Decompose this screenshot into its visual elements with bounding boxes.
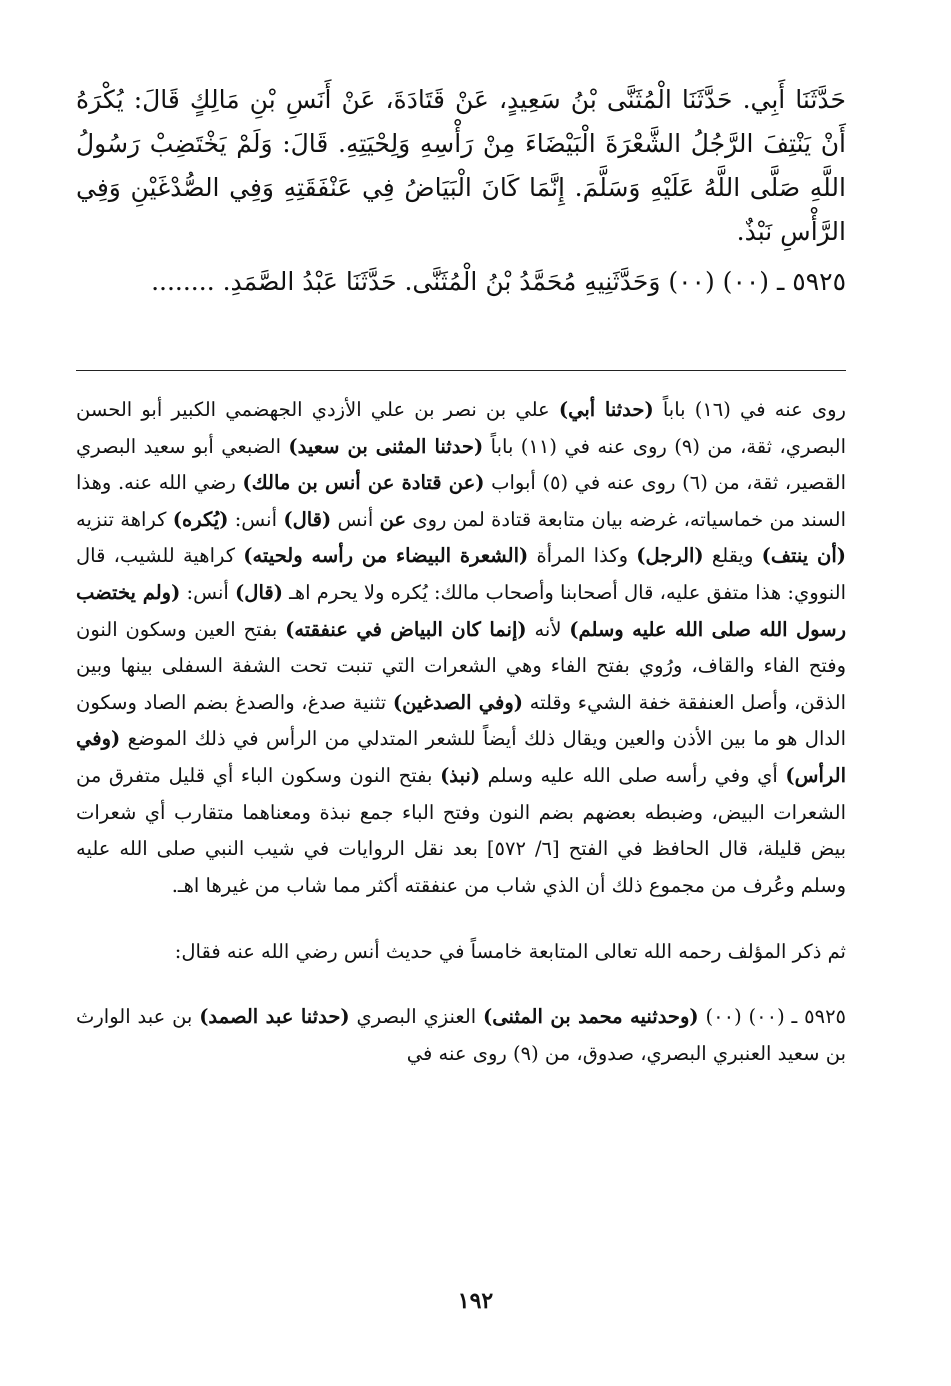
note-text: أنس: — [228, 507, 284, 531]
quoted-phrase: (حدثنا عبد الصمد) — [199, 1004, 350, 1028]
note-text: وكذا المرأة — [528, 544, 637, 568]
note-text: أي وفي رأسه صلى الله عليه وسلم — [480, 763, 786, 787]
note-text: كراهة تنزيه — [76, 507, 173, 531]
note-text: روى عنه في (١٦) باباً — [653, 398, 846, 421]
note-text: بفتح العين وسكون النون وفتح الفاء والقاف، ورُوي بفتح الفاء وهي الشعرات التي تنبت تحت الشفة السفلى بينها وبين الذقن، وأصل العنفقة خفة الشيء وقلته — [76, 617, 846, 714]
commentary-paragraph — [76, 392, 846, 904]
quoted-phrase: (أن ينتف) — [761, 544, 846, 568]
note-text: تثنية صدغ، والصدغ بضم الصاد وسكون الدال هو ما بين الأذن والعين ويقال ذلك أيضاً للشعر المتدلي من الرأس في ذلك الموضع — [76, 690, 846, 751]
quoted-phrase: (وفي الصدغين) — [392, 690, 523, 714]
note-text: ٥٩٢٥ ـ (٠٠) (٠٠) — [698, 1004, 847, 1028]
note-text: أنس — [331, 507, 380, 531]
transition-paragraph: ثم ذكر المؤلف رحمه الله تعالى المتابعة خامساً في حديث أنس رضي الله عنه فقال: — [174, 940, 846, 964]
note-text: أنس: — [180, 580, 236, 604]
note-text: كراهية للشيب، قال النووي: هذا متفق عليه، قال أصحابنا وأصحاب مالك: يُكره ولا يحرم اهـ — [76, 544, 846, 604]
quoted-phrase: (وفي الرأس) — [76, 727, 846, 787]
footnote-divider — [76, 370, 846, 371]
quoted-phrase: (الشعرة البيضاء من رأسه ولحيته) — [243, 544, 529, 568]
note-text: لأنه — [526, 617, 570, 641]
note-text: العنزي البصري — [349, 1004, 484, 1028]
note-text: علي بن نصر بن علي الأزدي الجهضمي الكبير أبو الحسن البصري، ثقة، من (٩) روى عنه في (١١) باباً — [76, 398, 846, 458]
quoted-phrase: (نبذ) — [440, 763, 481, 787]
note-text: بن عبد الوارث بن سعيد العنبري البصري، صدوق، من (٩) روى عنه في — [76, 1004, 846, 1065]
hadith-5925: ٥٩٢٥ ـ (٠٠) (٠٠) وَحَدَّثَنِيهِ مُحَمَّدُ بْنُ الْمُثَنَّى. حَدَّثَنَا عَبْدُ الصَّمَدِ. ........ — [151, 267, 846, 296]
quoted-phrase: (الرجل) — [636, 544, 704, 568]
hadith-continuation: حَدَّثَنَا أَبِي. حَدَّثَنَا الْمُثَنَّى بْنُ سَعِيدٍ، عَنْ قَتَادَةَ، عَنْ أَنَسِ بْنِ مَالِكٍ قَالَ: يُكْرَهُ أَنْ يَنْتِفَ الرَّجُلُ الشَّعْرَةَ الْبَيْضَاءَ مِنْ رَأْسِهِ وَلِحْيَتِهِ. قَالَ: وَلَمْ يَخْتَضِبْ رَسُولُ اللَّهِ صَلَّى اللَّهُ عَلَيْهِ وَسَلَّمَ. إِنَّمَا كَانَ الْبَيَاضُ فِي عَنْفَقَتِهِ وَفِي الصُّدْغَيْنِ وَفِي الرَّأْسِ نَبْذٌ. — [76, 85, 846, 246]
commentary-paragraph-5925 — [76, 999, 846, 1072]
quoted-phrase: (قال) — [235, 580, 283, 604]
quoted-phrase: (يُكره) — [172, 507, 229, 531]
page-number: ١٩٢ — [457, 1288, 494, 1314]
note-text: ويقلع — [703, 544, 762, 568]
quoted-phrase: عن — [379, 507, 407, 531]
main-text — [76, 78, 846, 304]
quoted-phrase: (قال) — [283, 507, 332, 531]
quoted-phrase: (إنما كان البياض في عنفقته) — [285, 617, 527, 641]
quoted-phrase: (عن قتادة عن أنس بن مالك) — [242, 471, 485, 495]
quoted-phrase: (وحدثنيه محمد بن المثنى) — [483, 1004, 699, 1028]
note-text: الضبعي أبو سعيد البصري القصير، ثقة، من (٦) روى عنه في (٥) أبواب — [76, 434, 846, 495]
quoted-phrase: (ولم يختضب رسول الله صلى الله عليه وسلم) — [76, 580, 846, 641]
note-text: رضي الله عنه. وهذا السند من خماسياته، غرضه بيان متابعة قتادة لمن روى — [76, 471, 846, 531]
note-text: بفتح النون وسكون الباء أي قليل متفرق من الشعرات البيض، وضبطه بعضهم بضم النون وفتح الباء جمع نبذة ومعناهما متقارب أي شعرات بيض قليلة، قال الحافظ في الفتح [٦/ ٥٧٢] بعد نقل الروايات في شيب النبي صلى الله عليه وسلم وعُرف من مجموع ذلك أن الذي شاب من عنفقته أكثر مما شاب من غيرها اهـ. — [76, 763, 846, 897]
quoted-phrase: (حدثنا المثنى بن سعيد) — [288, 434, 484, 458]
quoted-phrase: (حدثنا أبي) — [558, 398, 654, 421]
commentary — [76, 392, 846, 1072]
